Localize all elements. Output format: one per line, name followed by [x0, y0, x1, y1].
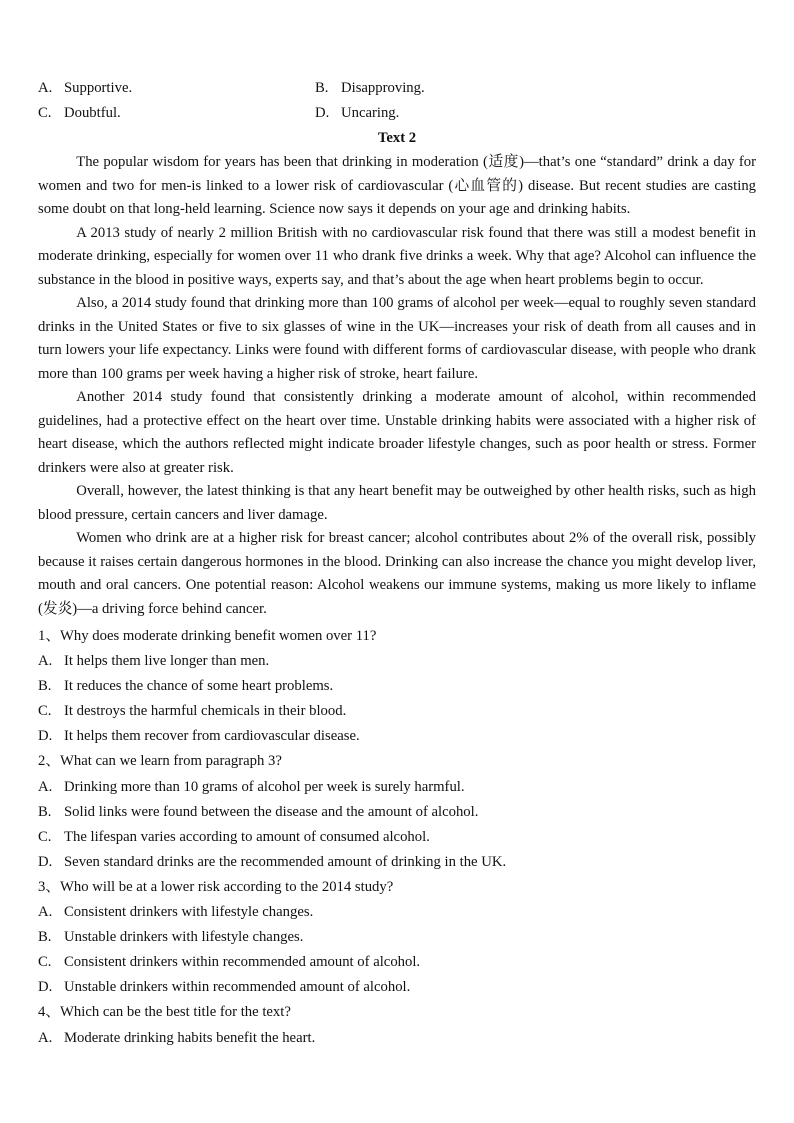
option-letter: B.	[38, 803, 52, 820]
question-2-stem: 2、What can we learn from paragraph 3?	[38, 753, 282, 770]
option-text: Moderate drinking habits benefit the heart.	[64, 1029, 316, 1046]
question-1-option-b	[38, 674, 756, 699]
question-2-option-d	[38, 850, 756, 875]
question-1-option-d	[38, 724, 756, 749]
carryover-option-c	[38, 101, 315, 126]
question-3-option-c	[38, 950, 756, 975]
option-text: Unstable drinkers within recommended amount of alcohol.	[64, 979, 411, 996]
option-letter: A.	[38, 1029, 53, 1046]
question-3-option-a	[38, 900, 756, 925]
option-text: Seven standard drinks are the recommended amount of drinking in the UK.	[64, 853, 507, 870]
question-2-option-b	[38, 800, 756, 825]
passage-paragraph-6: Women who drink are at a higher risk for breast cancer; alcohol contributes about 2% of the overall risk, possibly because it raises certain dangerous hormones in the blood. Drinking can also increase the chance you might develop liver, mouth and oral cancers. One potential reason: Alcohol weakens our immune systems, making us more likely to inflame (发炎)—a driving force behind cancer.	[38, 530, 756, 617]
passage-title: Text 2	[377, 130, 417, 146]
option-text: Drinking more than 10 grams of alcohol per week is surely harmful.	[64, 778, 465, 795]
option-text: It reduces the chance of some heart problems.	[64, 678, 334, 695]
carryover-option-d	[315, 101, 756, 126]
option-text: Supportive.	[64, 80, 133, 96]
passage-body	[38, 151, 756, 621]
question-3-option-b	[38, 925, 756, 950]
option-text: The lifespan varies according to amount of consumed alcohol.	[64, 828, 430, 845]
option-letter: D.	[38, 728, 53, 745]
question-4-stem: 4、Which can be the best title for the text?	[38, 1004, 291, 1021]
option-letter: A.	[38, 653, 53, 670]
option-text: Uncaring.	[341, 105, 400, 121]
question-1-option-c	[38, 699, 756, 724]
option-letter: B.	[38, 929, 52, 946]
option-text: Solid links were found between the disease and the amount of alcohol.	[64, 803, 479, 820]
option-letter: A.	[38, 80, 53, 96]
carryover-option-a	[38, 76, 315, 101]
passage-paragraph-5: Overall, however, the latest thinking is that any heart benefit may be outweighed by other health risks, such as high blood pressure, certain cancers and liver damage.	[38, 483, 756, 523]
carryover-options	[38, 76, 756, 126]
option-text: Consistent drinkers with lifestyle changes.	[64, 904, 314, 921]
option-text: Unstable drinkers with lifestyle changes.	[64, 929, 304, 946]
question-1-stem: 1、Why does moderate drinking benefit women over 11?	[38, 628, 377, 644]
passage-paragraph-1: The popular wisdom for years has been that drinking in moderation (适度)—that’s one “standard” drink a day for women and two for men-is linked to a lower risk of cardiovascular (心血管的) disease. But recent studies are casting some doubt on that long-held learning. Science now says it depends on your age and drinking habits.	[38, 154, 756, 217]
option-text: Consistent drinkers within recommended amount of alcohol.	[64, 954, 421, 971]
passage-paragraph-4: Another 2014 study found that consistently drinking a moderate amount of alcohol, within recommended guidelines, had a protective effect on the heart over time. Unstable drinking habits were associated with a higher risk of heart disease, which the authors reflected might indicate broader lifestyle changes, such as poor health or stress. Former drinkers were also at greater risk.	[38, 389, 756, 476]
question-3-option-d	[38, 975, 756, 1000]
option-text: It destroys the harmful chemicals in their blood.	[64, 703, 347, 720]
option-letter: A.	[38, 778, 53, 795]
option-letter: C.	[38, 954, 52, 971]
question-2-option-a	[38, 775, 756, 800]
option-letter: D.	[38, 979, 53, 996]
option-letter: D.	[315, 105, 330, 121]
option-letter: B.	[38, 678, 52, 695]
question-1-option-a	[38, 649, 756, 674]
option-letter: C.	[38, 105, 52, 121]
passage-paragraph-2: A 2013 study of nearly 2 million British with no cardiovascular risk found that there was still a modest benefit in moderate drinking, especially for women over 11 who drank five drinks a week. Why that age? Alcohol can influence the substance in the blood in positive ways, experts say, and that’s about the age when heart problems begin to occur.	[38, 224, 756, 288]
question-3-stem: 3、Who will be at a lower risk according to the 2014 study?	[38, 878, 394, 895]
option-text: It helps them recover from cardiovascular disease.	[64, 728, 360, 745]
passage-paragraph-3: Also, a 2014 study found that drinking more than 100 grams of alcohol per week—equal to roughly seven standard drinks in the United States or five to six glasses of wine in the UK—increases your risk of death from all causes and in turn lowers your life expectancy. Links were found with different forms of cardiovascular disease, with people who drank more than 100 grams per week having a higher risk of stroke, heart failure.	[38, 295, 756, 382]
questions-section	[38, 624, 756, 1051]
question-4-option-a	[38, 1026, 756, 1051]
option-text: Doubtful.	[64, 105, 121, 121]
option-letter: C.	[38, 703, 52, 720]
option-letter: D.	[38, 853, 53, 870]
option-letter: A.	[38, 904, 53, 921]
option-text: It helps them live longer than men.	[64, 653, 270, 670]
option-text: Disapproving.	[341, 80, 425, 96]
carryover-option-b	[315, 76, 756, 101]
option-letter: B.	[315, 80, 329, 96]
question-2-option-c	[38, 825, 756, 850]
option-letter: C.	[38, 828, 52, 845]
